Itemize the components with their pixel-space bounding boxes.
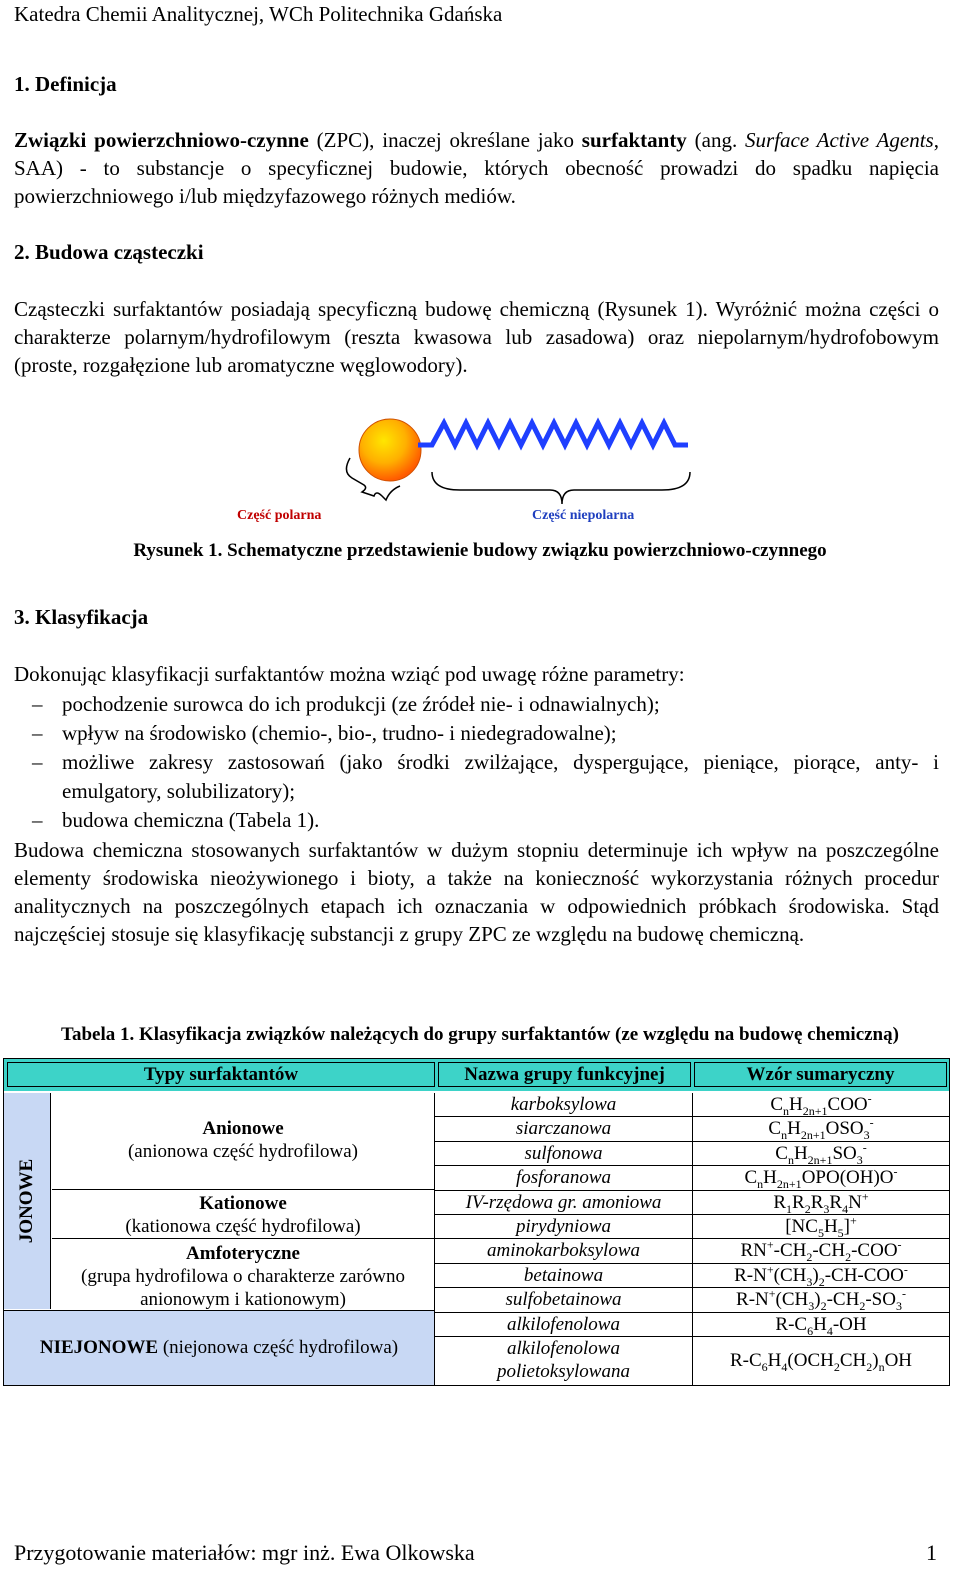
parameter-list	[14, 690, 939, 835]
functional-group-cell: alkilofenolowa polietoksylowana	[497, 1338, 630, 1382]
nonionic-label: NIEJONOWE	[39, 1337, 159, 1358]
klasyfikacja-intro: Dokonując klasyfikacji surfaktantów można wziąć pod uwagę różne parametry:	[14, 662, 685, 686]
figure-caption: Rysunek 1. Schematyczne przedstawienie budowy związku powierzchniowo-czynnego	[133, 540, 827, 561]
functional-group-cell: alkilofenolowa	[435, 1313, 692, 1337]
formula-cell: $[NC_5H_5]^+$	[693, 1215, 949, 1239]
type-name: Amfoteryczne	[186, 1243, 300, 1264]
heading-budowa: 2. Budowa cząsteczki	[14, 240, 204, 264]
functional-group-cell: siarczanowa	[435, 1117, 692, 1141]
heading-definicja: 1. Definicja	[14, 72, 117, 96]
type-desc: (anionowa część hydrofilowa)	[127, 1141, 358, 1162]
list-item: – możliwe zakresy zastosowań (jako środki zwilżające, dyspergujące, pieniące, piorące, anty- i emulgatory, solubilizatory);	[14, 748, 939, 806]
type-amfoteryczne	[52, 1242, 434, 1311]
header-nazwa: Nazwa grupy funkcyjnej	[438, 1062, 691, 1087]
functional-group-cell: karboksylowa	[435, 1093, 692, 1117]
polar-head-icon	[359, 419, 421, 481]
classification-table	[3, 1058, 950, 1386]
formula-cell: $C_nH_{2n+1}OPO(OH)O^-$	[693, 1166, 949, 1190]
formula-cell: $R-C_6H_4(OCH_2CH_2)_nOH$	[729, 1350, 913, 1374]
formula-cell: $R-N^+(CH_3)_2-CH-COO^-$	[693, 1264, 949, 1288]
formula-cell: $C_nH_{2n+1}OSO_3^-$	[693, 1117, 949, 1141]
type-anionowe	[52, 1117, 434, 1163]
budowa-paragraph: Cząsteczki surfaktantów posiadają specyficzną budowę chemiczną (Rysunek 1). Wyróżnić można części o charakterze polarnym/hydrofilowym (reszta kwasowa lub zasadowa) oraz niepolarnym/hydrofobowym (proste, rozgałęzione lub aromatyczne węglowodory).	[14, 297, 939, 377]
functional-group-cell: pirydyniowa	[435, 1215, 692, 1239]
functional-group-cell: betainowa	[435, 1264, 692, 1288]
table-caption: Tabela 1. Klasyfikacja związków należących do grupy surfaktantów (ze względu na budowę chemiczną)	[61, 1024, 899, 1045]
text-span: (ang.	[686, 128, 746, 152]
functional-group-cell: fosforanowa	[435, 1166, 692, 1190]
type-desc: (kationowa część hydrofilowa)	[125, 1216, 361, 1237]
ionic-label: JONOWE	[16, 1158, 37, 1244]
list-item: – budowa chemiczna (Tabela 1).	[14, 806, 939, 835]
formula-cell: $R_1R_2R_3R_4N^+$	[693, 1191, 949, 1215]
type-name: Kationowe	[199, 1193, 287, 1214]
formula-cell: $R-C_6H_4-OH$	[693, 1313, 949, 1337]
nonpolar-brace-icon	[432, 472, 690, 504]
surfactant-figure	[340, 410, 700, 510]
functional-group-cell: sulfobetainowa	[435, 1288, 692, 1312]
formula-cell: $R-N^+(CH_3)_2-CH_2-SO_3^-$	[693, 1288, 949, 1312]
text-span: , SAA) - to substancje o specyficznej budowie, których obecność prowadzi do spadku napięcia powierzchniowego i/lub międzyfazowego różnych mediów.	[14, 128, 939, 208]
term-saa: Surface Active Agents	[745, 128, 934, 152]
text-span: (ZPC), inaczej określane jako	[308, 128, 582, 152]
functional-group-cell: IV-rzędowa gr. amoniowa	[435, 1191, 692, 1215]
formula-cell: $C_nH_{2n+1}COO^-$	[693, 1093, 949, 1117]
row-divider	[52, 1189, 434, 1190]
nonionic-desc: (niejonowa część hydrofilowa)	[158, 1337, 399, 1358]
heading-klasyfikacja: 3. Klasyfikacja	[14, 605, 149, 629]
type-name: Anionowe	[202, 1118, 284, 1139]
ionic-group-cell	[4, 1093, 51, 1309]
functional-group-cell: sulfonowa	[435, 1142, 692, 1166]
label-nonpolar: Część niepolarna	[532, 508, 635, 523]
formula-cell: $C_nH_{2n+1}SO_3^-$	[693, 1142, 949, 1166]
definition-paragraph	[14, 126, 939, 210]
footer-author: Przygotowanie materiałów: mgr inż. Ewa Olkowska	[14, 1540, 475, 1565]
type-desc: (grupa hydrofilowa o charakterze zarówno anionowym i kationowym)	[81, 1266, 405, 1310]
header-typy: Typy surfaktantów	[7, 1062, 435, 1087]
klasyfikacja-paragraph: Budowa chemiczna stosowanych surfaktantów w dużym stopniu determinuje ich wpływ na poszczególne elementy środowiska nieożywionego i bioty, a także na konieczność wykorzystania różnych procedur analitycznych na poszczególnych etapach ich oznaczania w odpowiednich próbkach środowiska. Stąd najczęściej stosuje się klasyfikację substancji z grupy ZPC ze względu na budowę chemiczną.	[14, 838, 939, 946]
formula-cell: $RN^+-CH_2-CH_2-COO^-$	[693, 1239, 949, 1263]
functional-group-cell: aminokarboksylowa	[435, 1239, 692, 1263]
hydrophobic-chain-icon	[418, 423, 688, 445]
label-polar: Część polarna	[237, 508, 322, 523]
term-surfaktanty: surfaktanty	[581, 128, 687, 152]
type-niejonowe	[4, 1311, 434, 1385]
row-divider	[52, 1238, 434, 1239]
list-item: – pochodzenie surowca do ich produkcji (ze źródeł nie- i odnawialnych);	[14, 690, 939, 719]
term-zpc: Związki powierzchniowo-czynne	[14, 128, 309, 152]
page-number: 1	[926, 1540, 937, 1565]
type-kationowe	[52, 1192, 434, 1238]
header-wzor: Wzór sumaryczny	[694, 1062, 947, 1087]
list-item: – wpływ na środowisko (chemio-, bio-, trudno- i niedegradowalne);	[14, 719, 939, 748]
page-header: Katedra Chemii Analitycznej, WCh Politechnika Gdańska	[14, 2, 503, 26]
